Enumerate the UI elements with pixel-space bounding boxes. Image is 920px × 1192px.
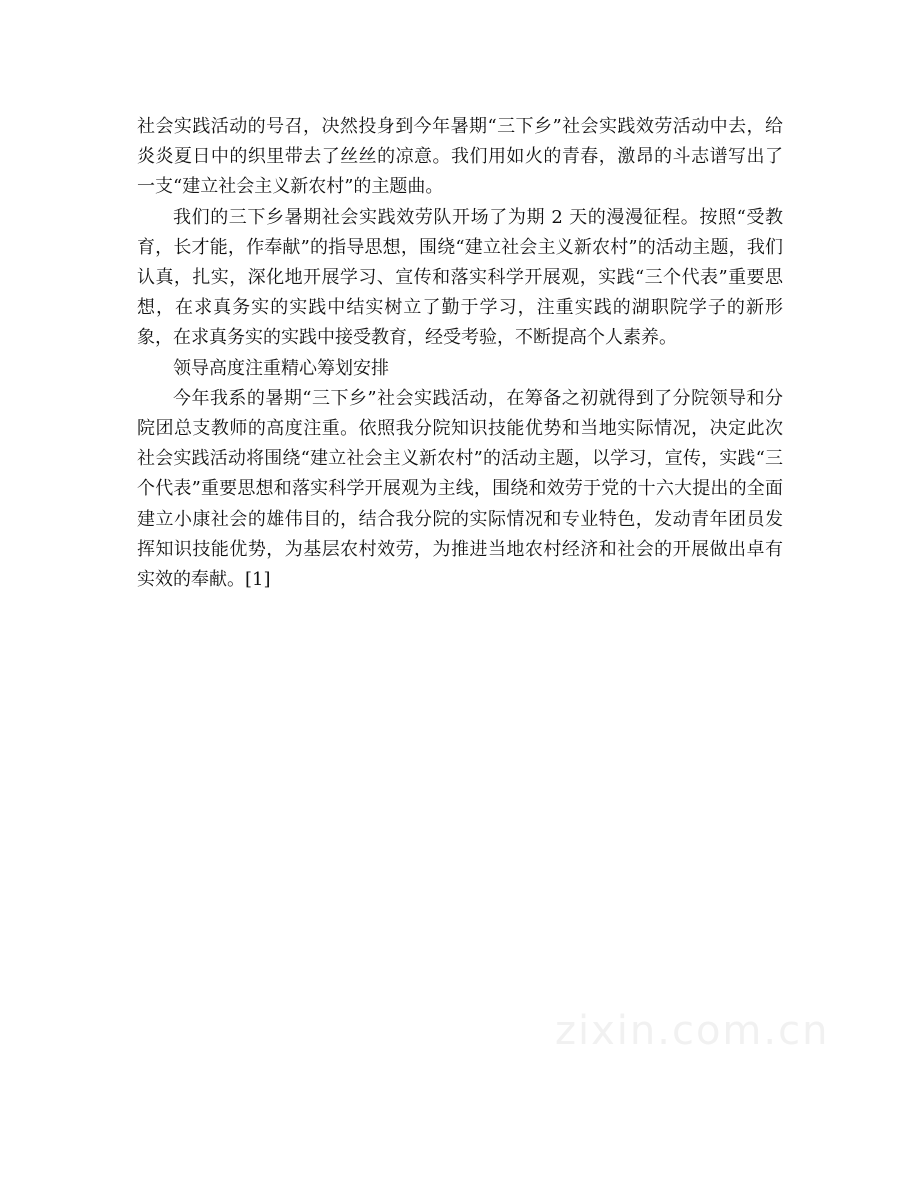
section-heading: 领导高度注重精心筹划安排 — [173, 357, 389, 379]
watermark: zixin.com.cn — [555, 1008, 830, 1054]
paragraph-planning: 今年我系的暑期“三下乡”社会实践活动，在筹备之初就得到了分院领导和分院团总支教师的高度注重。依照我分院知识技能优势和当地实际情况，决定此次社会实践活动将围绕“建立社会主义新农村”的活动主题，以学习，宣传，实践“三个代表”重要思想和落实科学开展观为主线，围绕和效劳于党的十六大提出的全面建立小康社会的雄伟目的，结合我分院的实际情况和专业特色，发动青年团员发挥知识技能优势，为基层农村效劳，为推进当地农村经济和社会的开展做出卓有实效的奉献。[1] — [137, 387, 783, 591]
paragraph-continuation: 社会实践活动的号召，决然投身到今年暑期“三下乡”社会实践效劳活动中去，给炎炎夏日中的织里带去了丝丝的凉意。我们用如火的青春，激昂的斗志谱写出了一支“建立社会主义新农村”的主题曲。 — [137, 116, 783, 198]
paragraph-service-team: 我们的三下乡暑期社会实践效劳队开场了为期 2 天的漫漫征程。按照“受教育，长才能，作奉献”的指导思想，围绕“建立社会主义新农村”的活动主题，我们认真，扎实，深化地开展学习、宣传和落实科学开展观，实践“三个代表”重要思想，在求真务实的实践中结实树立了勤于学习，注重实践的湖职院学子的新形象，在求真务实的实践中接受教育，经受考验，不断提高个人素养。 — [137, 206, 783, 349]
document-body — [137, 112, 783, 595]
